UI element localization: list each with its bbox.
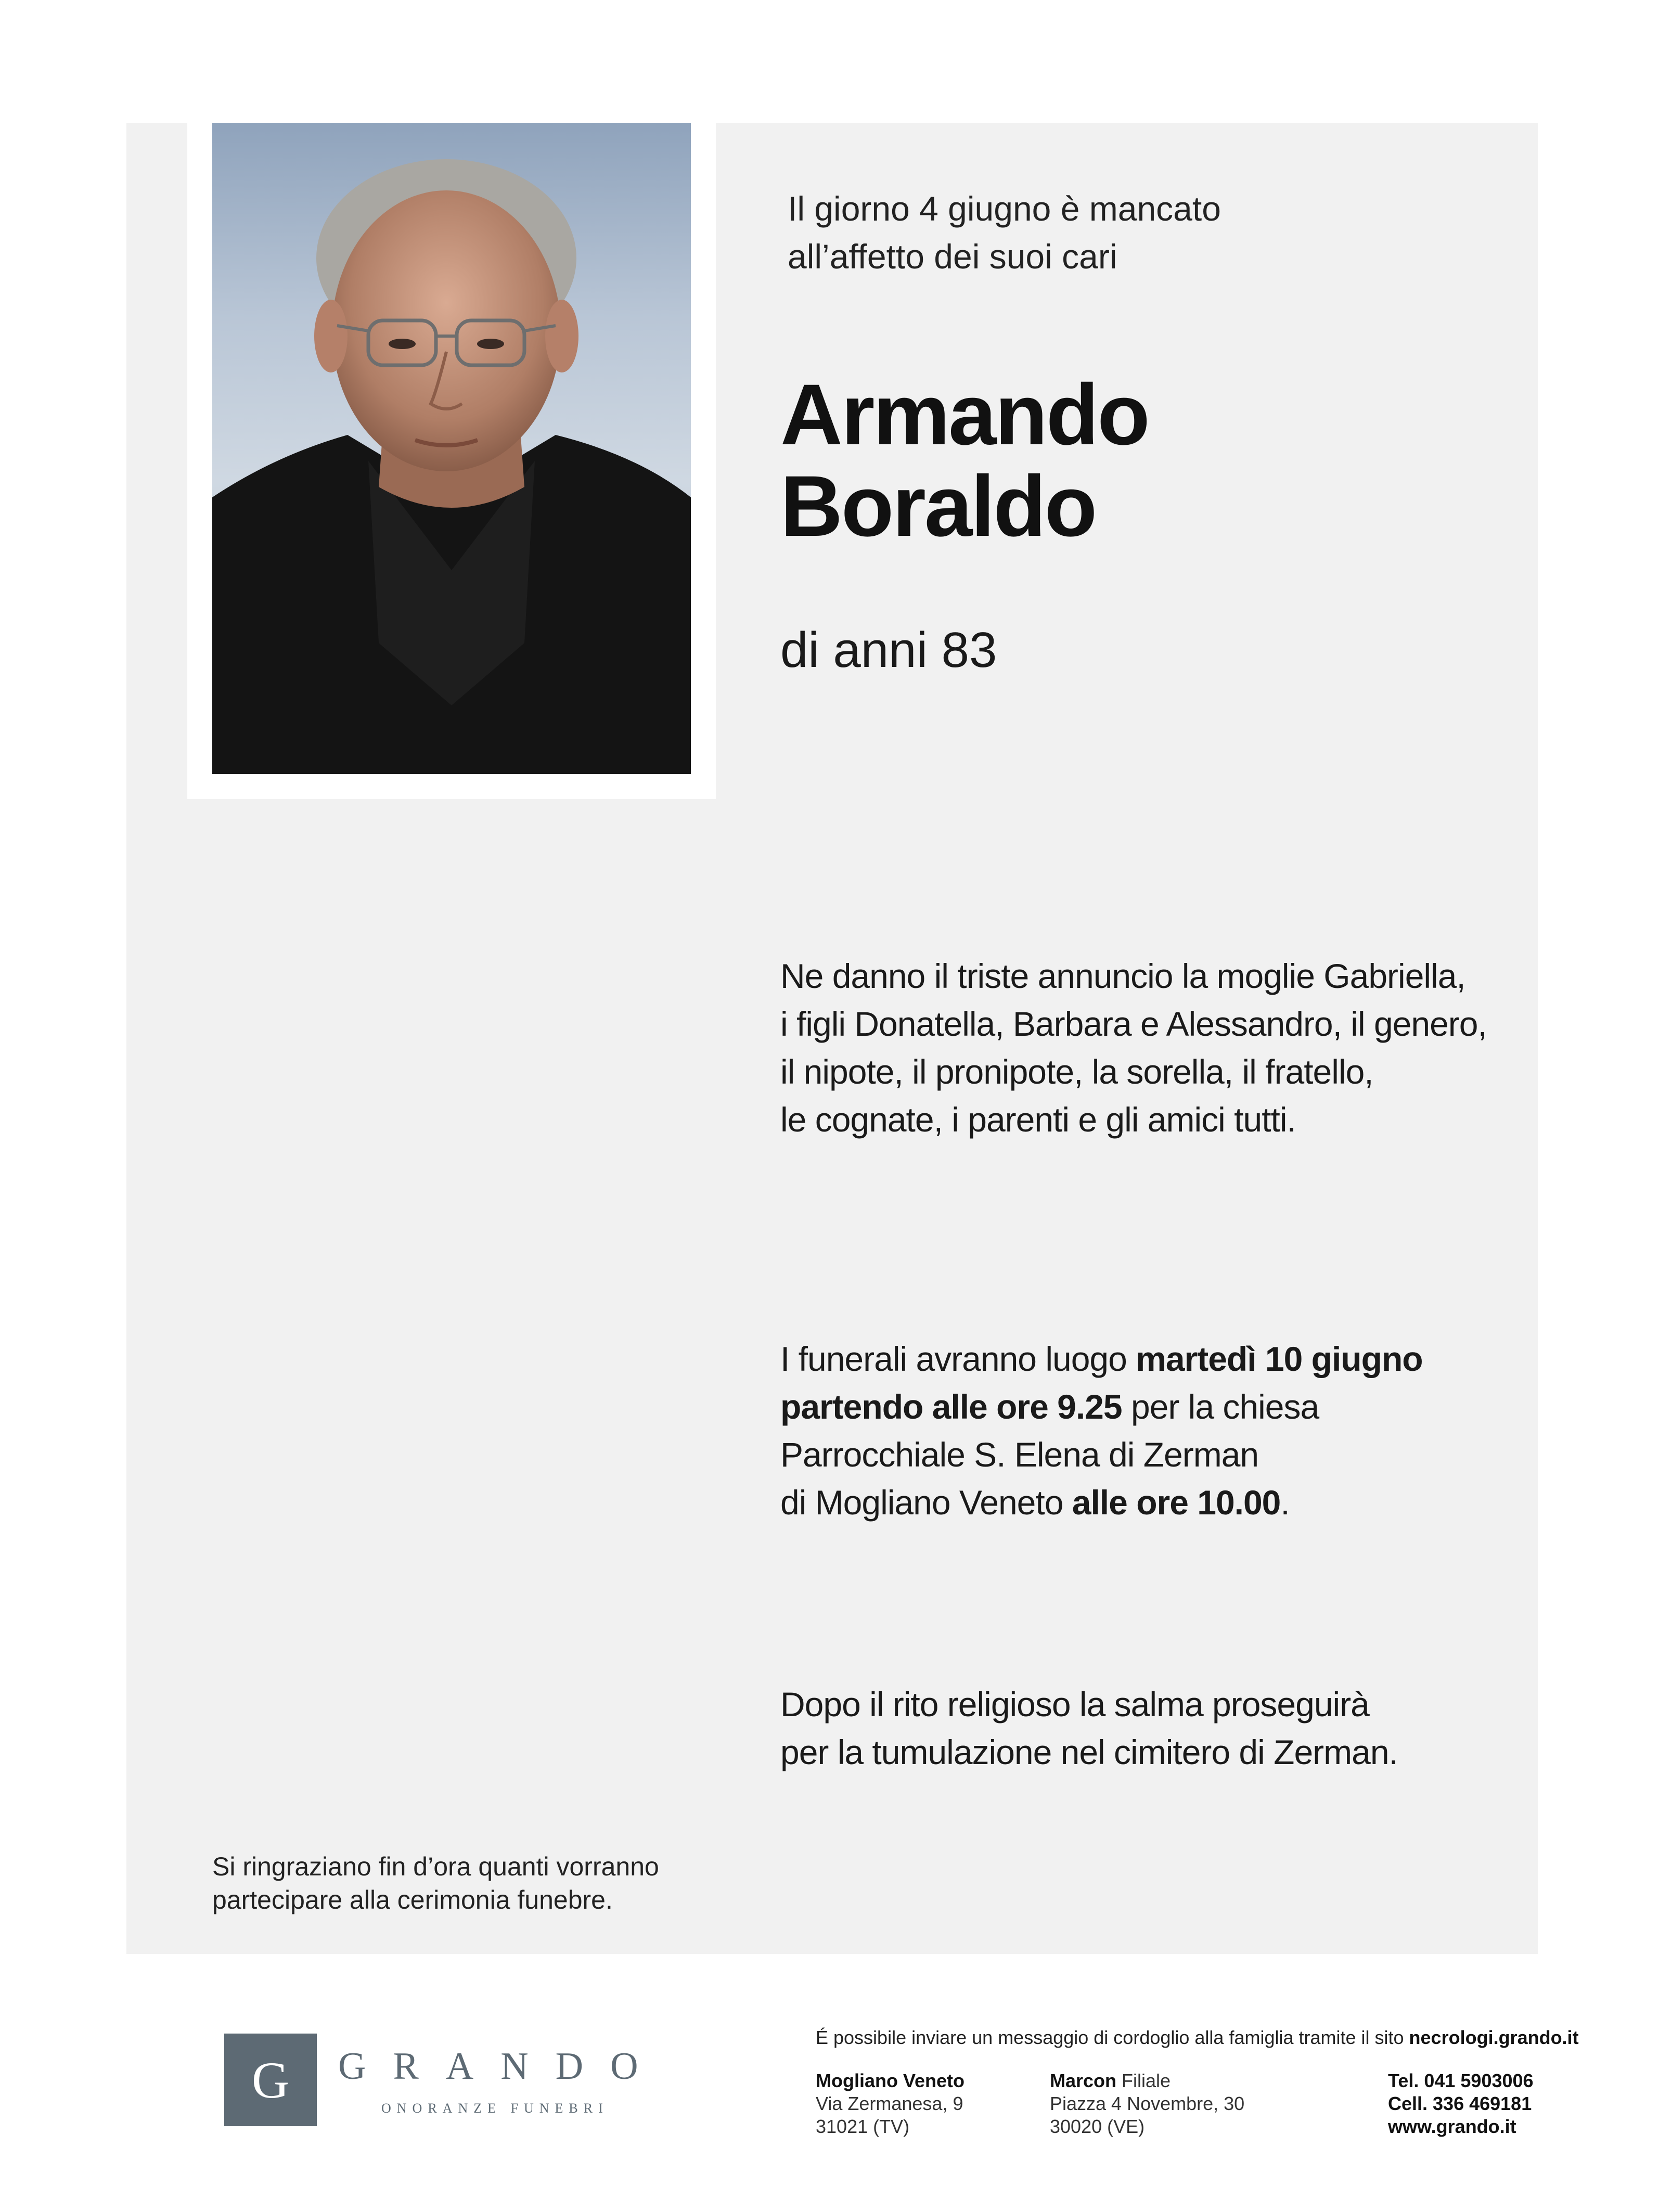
mobile[interactable]: Cell. 336 469181 xyxy=(1388,2093,1532,2114)
funeral-text: per la chiesa xyxy=(1122,1387,1319,1426)
burial-info xyxy=(780,1680,1398,1776)
grando-logo-icon xyxy=(224,2034,317,2126)
announcement-line: i figli Donatella, Barbara e Alessandro, il genero, xyxy=(780,1005,1487,1043)
brand-tagline: ONORANZE FUNEBRI xyxy=(381,2101,609,2116)
funeral-date: martedì 10 giugno xyxy=(1136,1340,1423,1378)
phone[interactable]: Tel. 041 5903006 xyxy=(1388,2070,1534,2091)
condolence-site-link[interactable]: necrologi.grando.it xyxy=(1409,2027,1579,2048)
logo-letter: G xyxy=(251,2051,290,2109)
announcement-line: Ne danno il triste annuncio la moglie Gabriella, xyxy=(780,957,1465,995)
contacts xyxy=(1388,2069,1534,2138)
condolence-text: É possibile inviare un messaggio di cordoglio alla famiglia tramite il sito xyxy=(816,2027,1409,2048)
thanks-note xyxy=(212,1850,659,1917)
funeral-text: I funerali avranno luogo xyxy=(780,1340,1136,1378)
funeral-church: Parrocchiale S. Elena di Zerman xyxy=(780,1435,1259,1474)
office-name: Mogliano Veneto xyxy=(816,2070,965,2091)
funeral-details xyxy=(780,1335,1423,1526)
intro-line: Il giorno 4 giugno è mancato xyxy=(788,189,1221,228)
announcement-line: il nipote, il pronipote, la sorella, il fratello, xyxy=(780,1052,1373,1091)
office-street: Via Zermanesa, 9 xyxy=(816,2093,963,2114)
office-name: Marcon xyxy=(1050,2070,1117,2091)
condolence-message xyxy=(816,2027,1579,2049)
office-marcon xyxy=(1050,2069,1244,2138)
thanks-line: Si ringraziano fin d’ora quanti vorranno xyxy=(212,1852,659,1881)
age: di anni 83 xyxy=(780,622,997,678)
portrait-illustration xyxy=(212,123,691,774)
burial-line: Dopo il rito religioso la salma proseguirà xyxy=(780,1685,1369,1724)
first-name: Armando xyxy=(780,367,1149,463)
brand-name: GRANDO xyxy=(338,2045,665,2088)
intro-text xyxy=(788,185,1221,280)
last-name: Boraldo xyxy=(780,458,1096,555)
funeral-mass-time: alle ore 10.00 xyxy=(1072,1483,1281,1522)
announcement-line: le cognate, i parenti e gli amici tutti. xyxy=(780,1100,1296,1139)
funeral-text: . xyxy=(1280,1483,1290,1522)
burial-line: per la tumulazione nel cimitero di Zerman. xyxy=(780,1733,1398,1771)
intro-line: all’affetto dei suoi cari xyxy=(788,237,1117,276)
announcement xyxy=(780,952,1487,1143)
deceased-name xyxy=(780,367,1149,555)
thanks-line: partecipare alla cerimonia funebre. xyxy=(212,1885,613,1914)
office-type: Filiale xyxy=(1116,2070,1171,2091)
funeral-departure-time: partendo alle ore 9.25 xyxy=(780,1387,1122,1426)
funeral-text: di Mogliano Veneto xyxy=(780,1483,1072,1522)
office-street: Piazza 4 Novembre, 30 xyxy=(1050,2093,1245,2114)
website-link[interactable]: www.grando.it xyxy=(1388,2116,1516,2137)
office-city: 31021 (TV) xyxy=(816,2116,910,2137)
office-mogliano xyxy=(816,2069,964,2138)
portrait-photo xyxy=(212,123,691,774)
office-city: 30020 (VE) xyxy=(1050,2116,1145,2137)
